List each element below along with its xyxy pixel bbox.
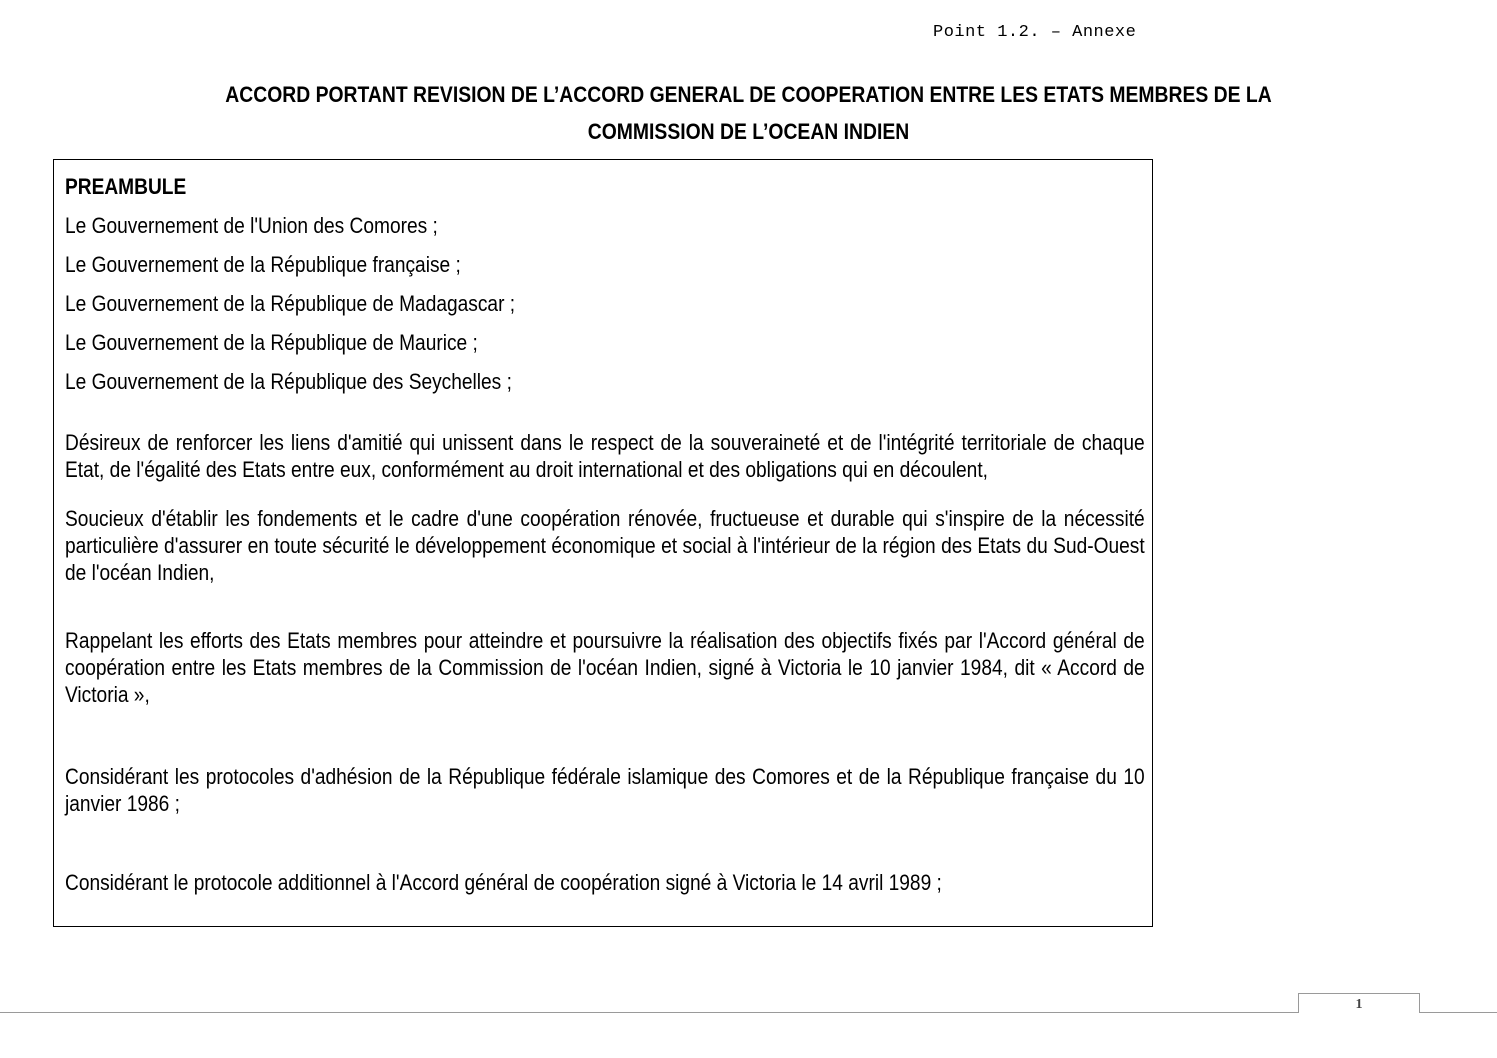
title-line-2: COMMISSION DE L’OCEAN INDIEN bbox=[587, 119, 910, 144]
page-number: 1 bbox=[1355, 997, 1363, 1012]
government-line: Le Gouvernement de la République française ; bbox=[65, 252, 461, 277]
preamble-paragraph: Rappelant les efforts des Etats membres pour atteindre et poursuivre la réalisation des objectifs fixés par l'Accord général de coopération entre les Etats membres de la Commission de l'océan Indien, signé à Victoria le 10 janvier 1984, dit « Accord de Victoria », bbox=[65, 628, 1145, 707]
preamble-paragraph: Considérant le protocole additionnel à l'Accord général de coopération signé à Victoria le 14 avril 1989 ; bbox=[65, 870, 942, 895]
page-number-tab bbox=[1298, 993, 1420, 1013]
title-line-1: ACCORD PORTANT REVISION DE L’ACCORD GENERAL DE COOPERATION ENTRE LES ETATS MEMBRES DE LA bbox=[225, 82, 1272, 107]
preamble-content bbox=[65, 174, 1145, 896]
preamble-paragraph: Considérant les protocoles d'adhésion de la République fédérale islamique des Comores et de la République française du 10 janvier 1986 ; bbox=[65, 764, 1145, 816]
preamble-box bbox=[53, 159, 1153, 927]
government-line: Le Gouvernement de l'Union des Comores ; bbox=[65, 213, 438, 238]
document-reference: Point 1.2. – Annexe bbox=[933, 23, 1137, 42]
preamble-paragraph: Soucieux d'établir les fondements et le cadre d'une coopération rénovée, fructueuse et durable qui s'inspire de la nécessité particulière d'assurer en toute sécurité le développement économique et social à l'intérieur de la région des Etats du Sud-Ouest de l'océan Indien, bbox=[65, 506, 1145, 585]
footer-rule bbox=[0, 1012, 1497, 1013]
government-line: Le Gouvernement de la République des Seychelles ; bbox=[65, 369, 512, 394]
preamble-heading: PREAMBULE bbox=[65, 174, 187, 199]
government-line: Le Gouvernement de la République de Maurice ; bbox=[65, 330, 478, 355]
preamble-paragraph: Désireux de renforcer les liens d'amitié qui unissent dans le respect de la souveraineté et de l'intégrité territoriale de chaque Etat, de l'égalité des Etats entre eux, conformément au droit international et des obligations qui en découlent, bbox=[65, 430, 1145, 482]
government-line: Le Gouvernement de la République de Madagascar ; bbox=[65, 291, 516, 316]
document-title bbox=[139, 76, 1358, 150]
